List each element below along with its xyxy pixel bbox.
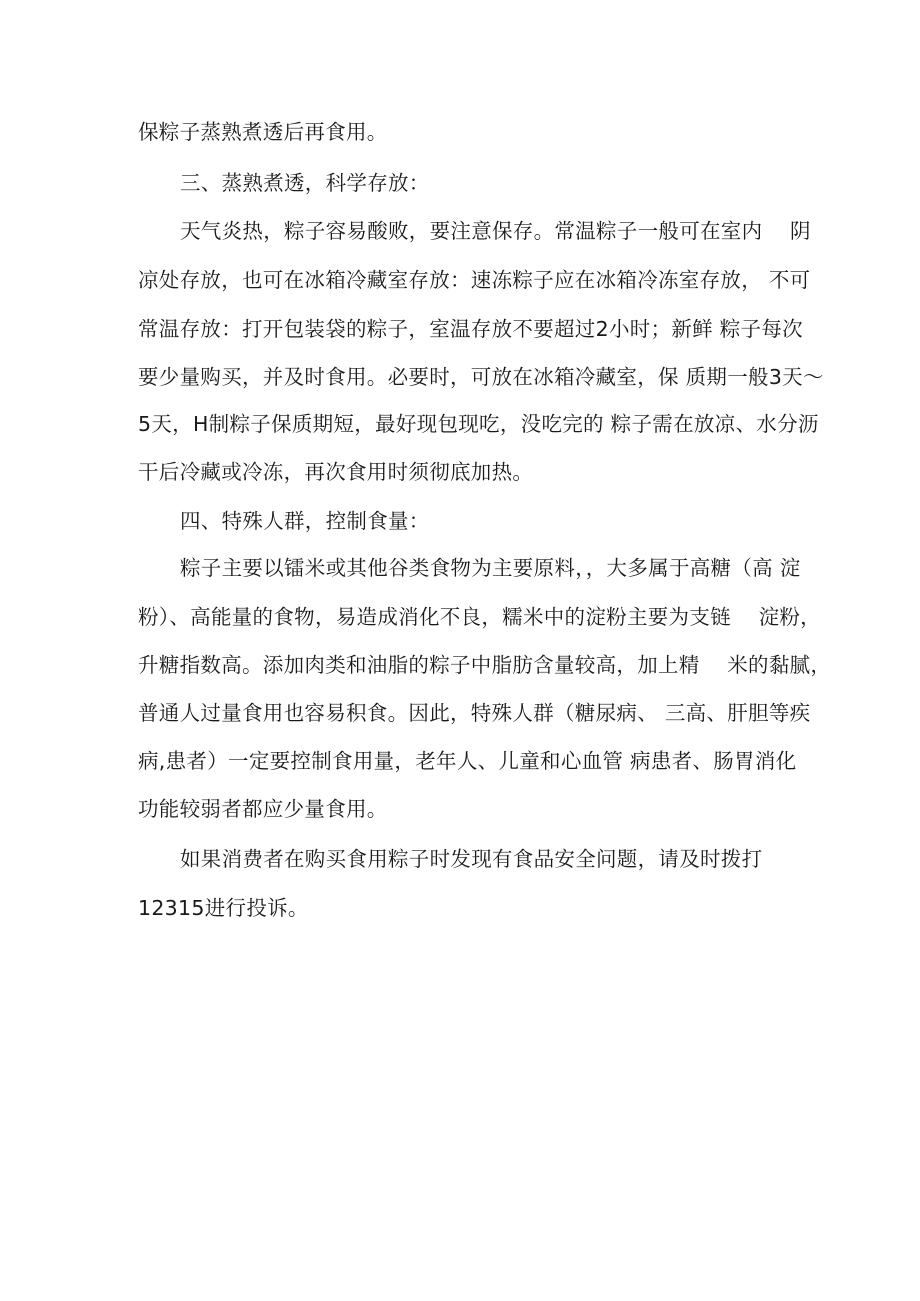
section-heading-4: 四、特殊人群，控制食量： [180, 509, 430, 533]
section-heading-3: 三、蒸熟煮透，科学存放： [180, 171, 430, 195]
text-line-11: 粉）、高能量的食物，易造成消化不良，糯米中的淀粉主要为支链 淀粉， [138, 605, 821, 629]
text-line-16: 如果消费者在购买食用粽子时发现有食品安全问题，请及时拨打 [180, 847, 763, 871]
text-line-6: 要少量购买，并及时食用。必要时，可放在冰箱冷藏室，保 质期一般3天～ [138, 365, 824, 389]
text-line-4: 凉处存放，也可在冰箱冷藏室存放：速冻粽子应在冰箱冷冻室存放， 不可 [138, 268, 811, 292]
text-line-10: 粽子主要以镭米或其他谷类食物为主要原料，，大多属于高糖（高 淀 [180, 556, 801, 580]
text-line-8: 干后冷藏或冷冻，再次食用时须彻底加热。 [138, 460, 534, 484]
text-line-15: 功能较弱者都应少量食用。 [138, 797, 388, 821]
text-line-3: 天气炎热，粽子容易酸败，要注意保存。常温粽子一般可在室内 阴 [180, 219, 811, 243]
text-line-1: 保粽子蒸熟煮透后再食用。 [138, 120, 388, 144]
text-line-12: 升糖指数高。添加肉类和油脂的粽子中脂肪含量较高，加上精 米的黏腻， [138, 653, 832, 677]
text-line-7: 5天，H制粽子保质期短，最好现包现吃，没吃完的 粽子需在放凉、水分沥 [138, 412, 819, 436]
text-line-5: 常温存放：打开包装袋的粽子，室温存放不要超过2小时；新鲜 粽子每次 [138, 317, 803, 341]
text-line-13: 普通人过量食用也容易积食。因此，特殊人群（糖尿病、 三高、肝胆等疾 [138, 701, 811, 725]
text-line-14: 病,患者）一定要控制食用量，老年人、儿童和心血管 病患者、肠胃消化 [138, 749, 797, 773]
text-line-17: 12315进行投诉。 [138, 896, 309, 920]
